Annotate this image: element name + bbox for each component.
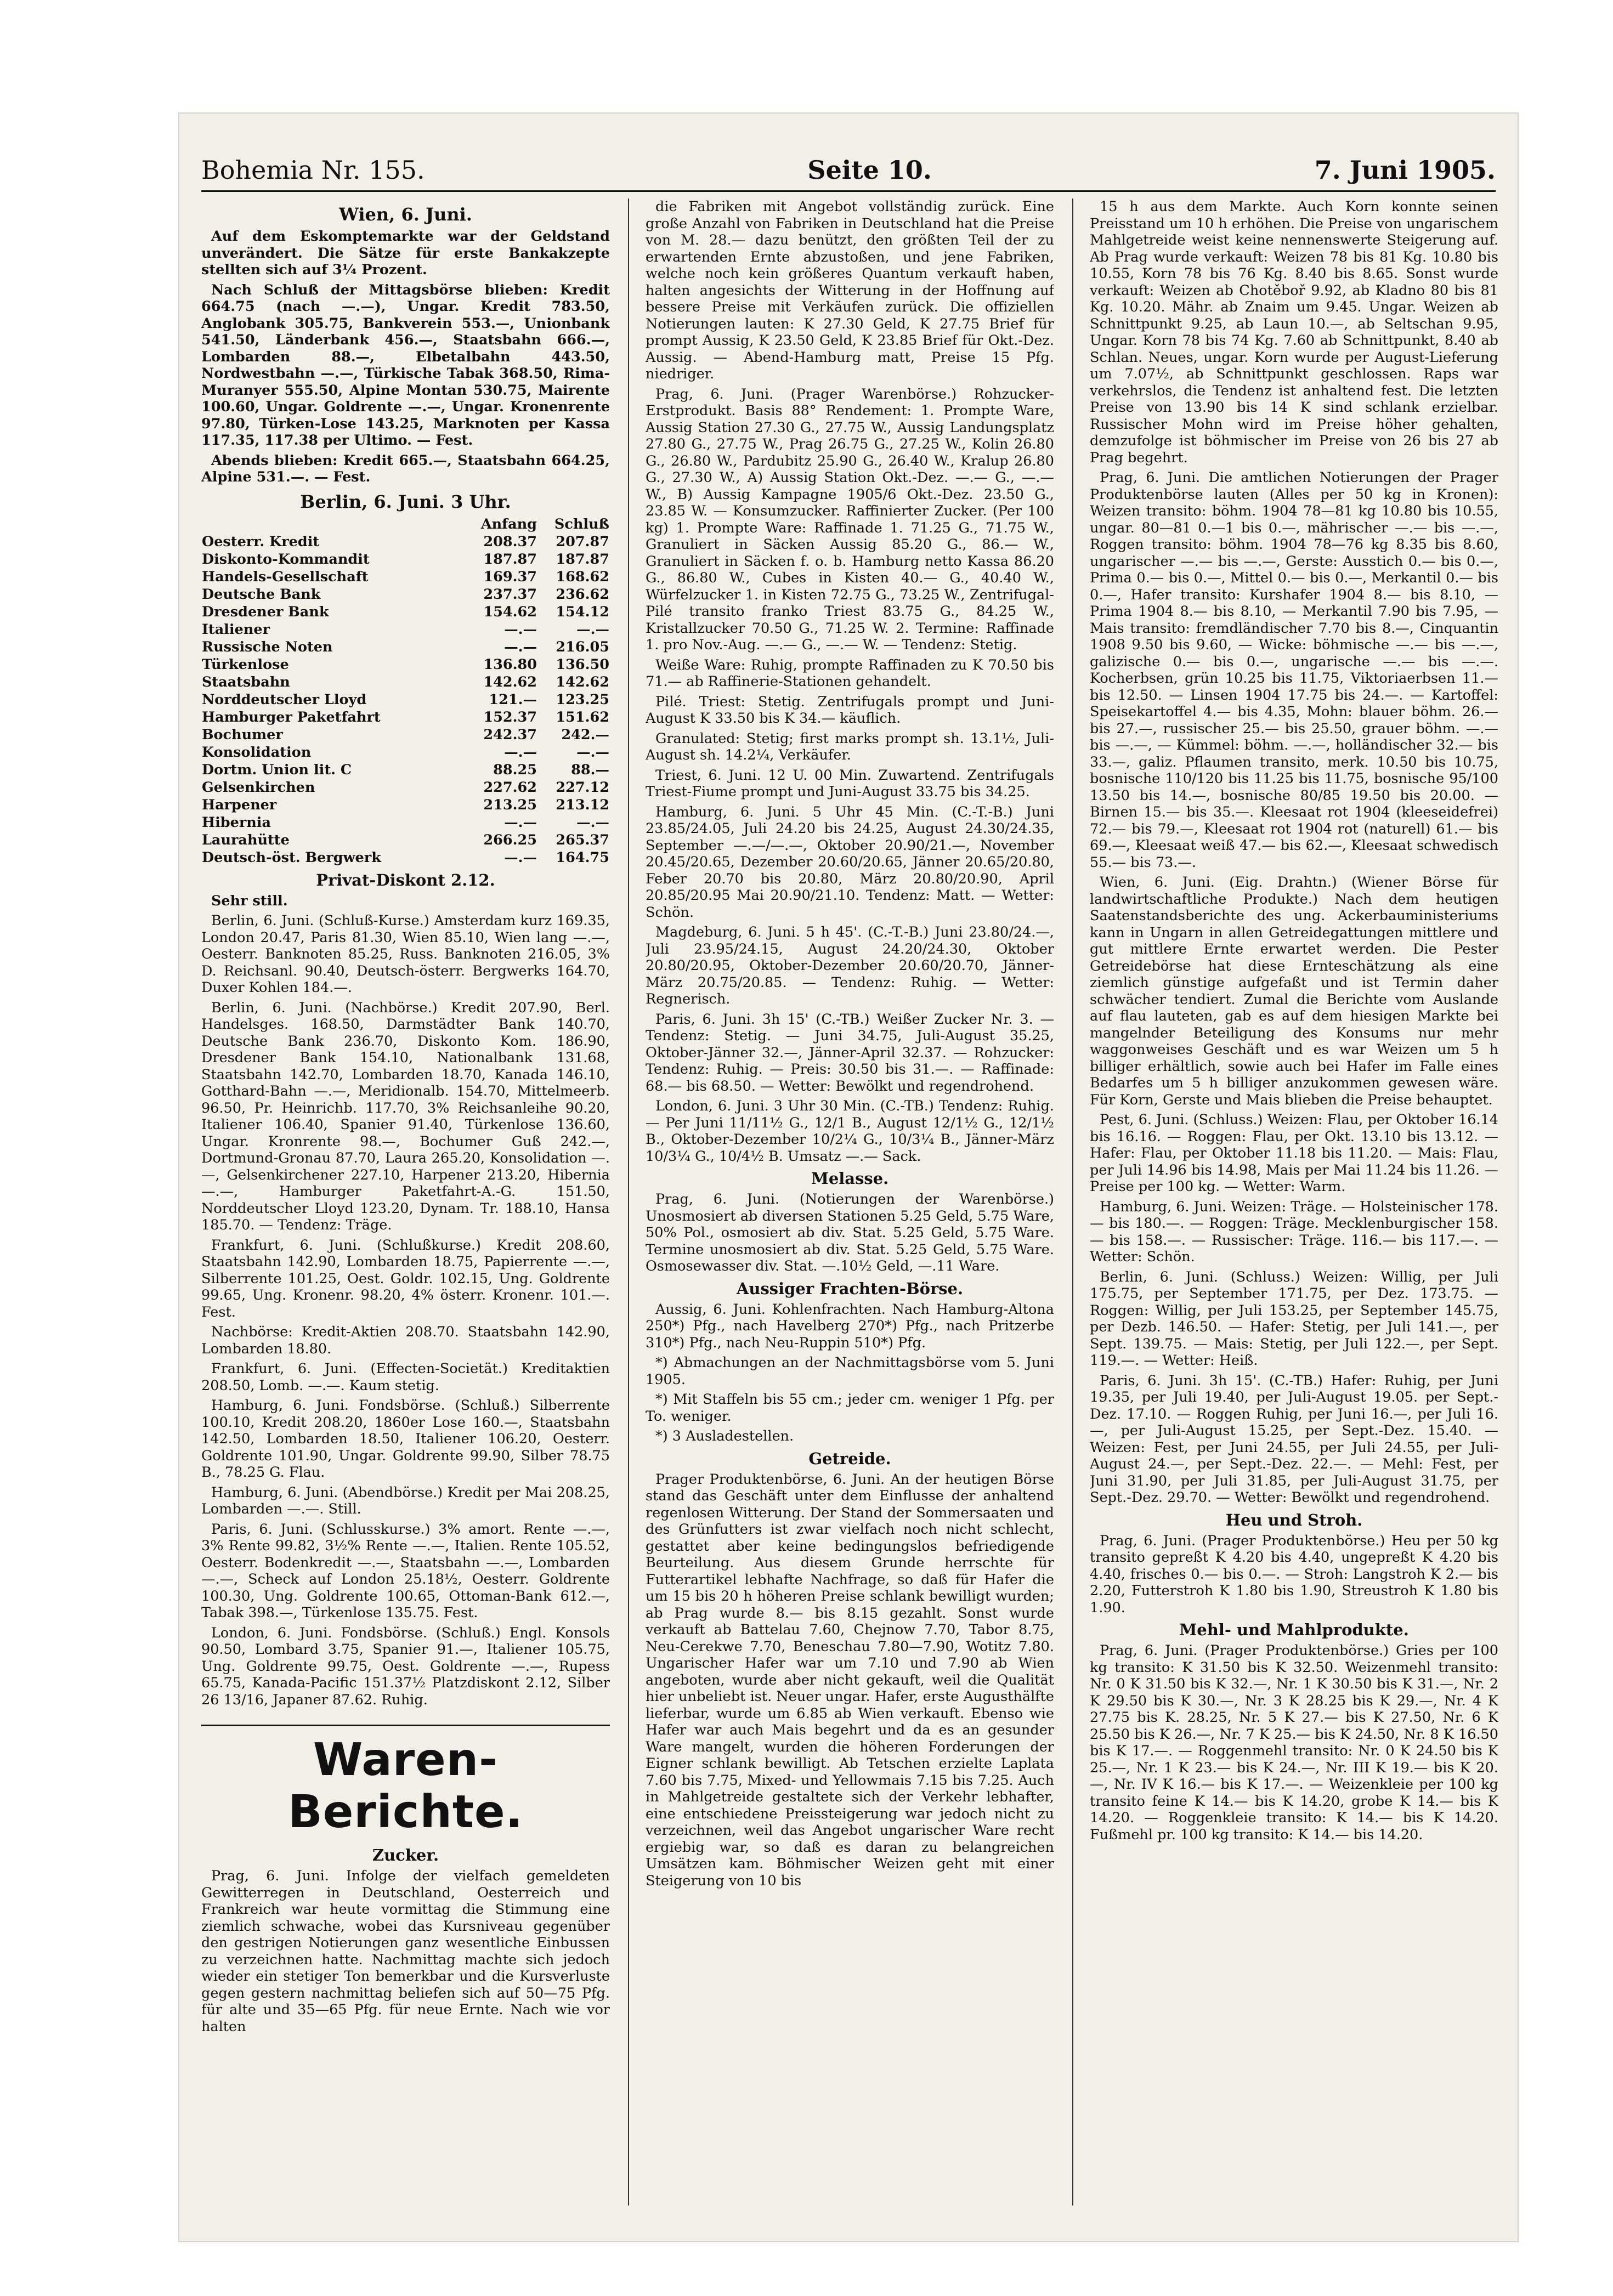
article-paragraph: Prager Produktenbörse, 6. Juni. An der heutigen Börse stand das Geschäft unter dem Einflusse der anhaltend regenlosen Witterung. Der Stand der Sommersaaten und des Grünfutters ist zwar vielfach noch nicht schlecht, gestattet aber keine bedingungslos befriedigende Beurteilung. Aus diesem Grunde herrschte für Futterartikel lebhafte Nachfrage, so daß für Hafer die um 15 bis 20 h höheren Preise schlank bewilligt wurden; ab Prag wurde 8.— bis 8.15 gezahlt. Sonst wurde verkauft ab Battelau 7.60, Chejnow 7.70, Tabor 8.75, Neu-Cerekwe 7.70, Beneschau 7.80—7.90, Wotitz 7.80. Ungarischer Hafer war um 7.10 und 7.90 ab Wien angeboten, wurde aber nicht gekauft, weil die Qualität hier unbeliebt ist. Neuer ungar. Hafer, erste Augusthälfte lieferbar, wurde um 6.85 ab Wien verkauft. Ebenso wie Hafer war auch Mais begehrt und da es an gesunder Ware mangelt, wurden die höheren Forderungen der Eigner schlank bewilligt. Ab Tetschen erzielte Laplata 7.60 bis 7.75, Mixed- und Yellowmais 7.15 bis 7.25. Auch in Mahlgetreide gestaltete sich der Verkehr lebhafter, eine entschiedene Preissteigerung war jedoch nicht zu verzeichnen, weil das Angebot ungarischer Ware recht ergiebig war, so daß es daran zu belangreichen Umsätzen kam. Böhmischer Weizen geht mit einer Steigerung von 10 bis bbox=[646, 1471, 1054, 1889]
stock-anfang: 154.62 bbox=[483, 603, 537, 620]
stock-schluss: —.— bbox=[576, 744, 609, 761]
stock-anfang: —.— bbox=[504, 638, 537, 655]
stock-name: Diskonto-Kommandit bbox=[202, 551, 370, 568]
stock-name: Norddeutscher Lloyd bbox=[202, 691, 367, 708]
stock-row bbox=[201, 849, 610, 866]
stock-schluss: 136.50 bbox=[556, 656, 609, 673]
stock-schluss: 88.— bbox=[571, 761, 609, 778]
column-rule bbox=[628, 199, 629, 2206]
footnote: *) Mit Staffeln bis 55 cm.; jeder cm. weniger 1 Pfg. per To. weniger. bbox=[646, 1391, 1054, 1425]
column-3 bbox=[1090, 199, 1498, 2206]
stock-row bbox=[201, 673, 610, 691]
stock-name: Hibernia bbox=[202, 814, 271, 831]
stock-row bbox=[201, 831, 610, 849]
issue-date: 7. Juni 1905. bbox=[1314, 155, 1496, 185]
column-header-schluss: Schluß bbox=[554, 515, 609, 532]
stock-anfang: —.— bbox=[504, 849, 537, 866]
stock-name: Hamburger Paketfahrt bbox=[202, 708, 381, 725]
article-paragraph: Auf dem Eskomptemarkte war der Geldstand unverändert. Die Sätze für erste Bankakzepte stellten sich auf 3¼ Prozent. bbox=[201, 228, 610, 278]
article-paragraph: Hamburg, 6. Juni. Weizen: Träge. — Holsteinischer 178.— bis 180.—. — Roggen: Träge. Mecklenburgischer 158.— bis 158.—. — Russischer: Träge. 116.— bis 117.—. — Wetter: Schön. bbox=[1090, 1198, 1498, 1265]
page-header bbox=[201, 146, 1496, 192]
stock-anfang: 266.25 bbox=[483, 831, 537, 848]
article-paragraph: Prag, 6. Juni. Infolge der vielfach gemeldeten Gewitterregen in Deutschland, Oesterreich und Frankreich war heute vormittag die Stimmung eine ziemlich schwache, wobei das Kursniveau gegenüber den gestrigen Notierungen ganz wesentliche Einbussen zu verzeichnen hatte. Nachmittag machte sich jedoch wieder ein stetiger Ton bemerkbar und die Kursverluste gegen gestern nachmittag beliefen sich auf 50—75 Pfg. für alte und 35—65 Pfg. für neue Ernte. Nach wie vor halten bbox=[201, 1868, 610, 2035]
stock-schluss: 265.37 bbox=[556, 831, 609, 848]
stock-row bbox=[201, 533, 610, 551]
article-paragraph: 15 h aus dem Markte. Auch Korn konnte seinen Preisstand um 10 h erhöhen. Die Preise von ungarischem Mahlgetreide weist keine nennenswerte Steigerung auf. Ab Prag wurde verkauft: Weizen 78 bis 81 Kg. 10.80 bis 10.55, Korn 78 bis 76 Kg. 8.40 bis 8.65. Sonst wurde verkauft: Weizen ab Chotěboř 9.92, ab Kladno 80 bis 81 Kg. 10.20. Mähr. ab Znaim um 9.45. Ungar. Weizen ab Schnittpunkt 9.25, ab Laun 10.—, ab Seltschan 9.95, Ungar. Korn 78 bis 74 Kg. 7.60 ab Schnittpunkt, 8.40 ab Schlan. Neues, ungar. Korn wurde per August-Lieferung um 7.07½, ab Schnittpunkt geschlossen. Raps war verkehrslos, die Tendenz ist anhaltend fest. Die letzten Preise von 13.90 bis 14 K sind schlank erzielbar. Russischer Mohn wird im Preise höher gehalten, demzufolge ist böhmischer im Preise von 26 bis 27 ab Prag begehrt. bbox=[1090, 199, 1498, 466]
article-paragraph: Pilé. Triest: Stetig. Zentrifugals prompt und Juni-August K 33.50 bis K 34.— käuflich. bbox=[646, 693, 1054, 727]
market-mood: Sehr still. bbox=[211, 892, 288, 909]
article-paragraph: Berlin, 6. Juni. (Nachbörse.) Kredit 207.90, Berl. Handelsges. 168.50, Darmstädter Bank 140.70, Deutsche Bank 236.70, Diskonto Kom. 186.90, Dresdener Bank 154.10, Nationalbank 131.68, Staatsbahn 142.70, Lombarden 18.70, Kanada 146.10, Gotthard-Bahn —.—, Meridionalb. 154.70, Mittelmeerb. 96.50, Pr. Heinrichb. 117.70, 3% Reichsanleihe 90.20, Italiener 106.40, Spanier 91.40, Türkenlose 136.60, Ungar. Kronrente 98.—, Bochumer Guß 242.—, Dortmund-Gronau 87.70, Laura 265.20, Konsolidation —.—, Gelsenkirchener 227.10, Harpener 213.20, Hibernia —.—, Hamburger Paketfahrt-A.-G. 151.50, Norddeutscher Lloyd 123.20, Dynam. Tr. 188.10, Hansa 185.70. — Tendenz: Träge. bbox=[201, 999, 610, 1233]
stock-anfang: 237.37 bbox=[483, 586, 537, 603]
article-paragraph: Prag, 6. Juni. (Notierungen der Warenbörse.) Unosmosiert ab diversen Stationen 5.25 Geld, 5.75 Ware, 50% Pol., osmosiert ab div. Stat. 5.25 Geld, 5.75 Ware. Termine unosmosiert ab div. Stat. 5.25 Geld, 5.75 Ware. Osmosewasser div. Stat. —.10½ Geld, —.11 Ware. bbox=[646, 1191, 1054, 1274]
stock-schluss: 168.62 bbox=[556, 568, 609, 585]
article-paragraph: Prag, 6. Juni. (Prager Warenbörse.) Rohzucker-Erstprodukt. Basis 88° Rendement: 1. Prompte Ware, Aussig Station 27.30 G., 27.75 W., Aussig Landungsplatz 27.80 G., 27.75 W., Prag 26.75 G., 27.25 W., Kolin 26.80 G., 26.80 W., Pardubitz 25.90 G., 26.40 W., Kralup 26.80 G., 27.30 W., A) Aussig Station Okt.-Dez. —.— G., —.— W., B) Aussig Kampagne 1905/6 Okt.-Dez. 23.50 G., 23.85 W. — Konsumzucker. Raffinierter Zucker. (Per 100 kg) 1. Prompte Ware: Raffinade 1. 71.25 G., 71.75 W., Granuliert in Säcken Aussig 85.20 G., 86.— W., Granuliert in Säcken f. o. b. Hamburg netto Kassa 86.20 G., 86.80 W., Cubes in Kisten 40.— G., 40.40 W., Würfelzucker 1. in Kisten 72.75 G., 73.25 W., Zentrifugal-Pilé transito franko Triest 83.75 G., 84.25 W., Kristallzucker 70.50 G., 71.25 W. 2. Termine: Raffinade 1. pro Nov.-Aug. —.— G., —.— W. — Tendenz: Stetig. bbox=[646, 385, 1054, 653]
stock-anfang: 208.37 bbox=[483, 533, 537, 550]
stock-schluss: 151.62 bbox=[556, 708, 609, 725]
stock-schluss: —.— bbox=[576, 621, 609, 638]
article-paragraph: Prag, 6. Juni. (Prager Produktenbörse.) Heu per 50 kg transito gepreßt K 4.20 bis 4.40, ungepreßt K 4.20 bis 4.40, frisches 0.— bis 0.—. — Stroh: Langstroh K 2.— bis 2.20, Futterstroh K 1.80 bis 1.90, Streustroh K 1.80 bis 1.90. bbox=[1090, 1532, 1498, 1616]
section-heading-heu: Heu und Stroh. bbox=[1225, 1510, 1363, 1529]
stock-anfang: 152.37 bbox=[483, 708, 537, 725]
column-1 bbox=[201, 199, 610, 2206]
stock-anfang: 121.— bbox=[489, 691, 537, 708]
article-paragraph: Granulated: Stetig; first marks prompt sh. 13.1½, Juli-August sh. 14.2¼, Verkäufer. bbox=[646, 730, 1054, 763]
stock-name: Laurahütte bbox=[202, 831, 290, 848]
article-paragraph: Wien, 6. Juni. (Eig. Drahtn.) (Wiener Börse für landwirtschaftliche Produkte.) Nach dem heutigen Saatenstandsberichte des ung. Ackerbauministeriums kann in Ungarn in allen Getreidegattungen mittlere und gut mittlere Ernte erwartet werden. Die Pester Getreidebörse hat diese Ernteschätzung als eine ziemlich günstige aufgefaßt und ist Termin daher schwächer tendiert. Zumal die Berichte vom Auslande auf flau lauteten, gab es auf dem hiesigen Markte bei mangelnder Beteiligung des Konsums nur mehr waggonweises Geschäft und es war Weizen um 5 h billiger erhältlich, sowie auch bei Hafer im Falle eines Bedarfes um 5 h billiger anzukommen gewesen wäre. Für Korn, Gerste und Mais blieben die Preise behauptet. bbox=[1090, 874, 1498, 1108]
article-paragraph: London, 6. Juni. Fondsbörse. (Schluß.) Engl. Konsols 90.50, Lombard 3.75, Spanier 91.—, Italiener 105.75, Ung. Goldrente 99.75, Oest. Goldrente —.—, Rupess 65.75, Kanada-Pacific 151.37½ Platzdiskont 2.12, Silber 26 13/16, Japaner 87.62. Ruhig. bbox=[201, 1624, 610, 1708]
stock-row bbox=[201, 603, 610, 621]
article-paragraph: Magdeburg, 6. Juni. 5 h 45'. (C.-T.-B.) Juni 23.80/24.—, Juli 23.95/24.15, August 24.20/24.30, Oktober 20.80/20.95, Oktober-Dezember 20.60/20.70, Jänner-März 20.75/20.85. — Tendenz: Ruhig. — Wetter: Regnerisch. bbox=[646, 924, 1054, 1007]
article-paragraph: Triest, 6. Juni. 12 U. 00 Min. Zuwartend. Zentrifugals Triest-Fiume prompt und Juni-August 33.75 bis 34.25. bbox=[646, 767, 1054, 800]
footnote: *) Abmachungen an der Nachmittagsbörse vom 5. Juni 1905. bbox=[646, 1354, 1054, 1388]
stock-row bbox=[201, 621, 610, 638]
newspaper-page bbox=[178, 112, 1519, 2242]
stock-schluss: 123.25 bbox=[556, 691, 609, 708]
stock-schluss: —.— bbox=[576, 814, 609, 831]
article-paragraph: die Fabriken mit Angebot vollständig zurück. Eine große Anzahl von Fabriken in Deutschland hat die Preise von M. 28.— dazu benützt, den größten Teil der zu erwartenden Ernte abzustoßen, und jene Fabriken, welche noch kein größeres Quantum verkauft haben, halten angesichts der Witterung in der Hoffnung auf bessere Preise mit Verkäufen zurück. Die offiziellen Notierungen lauten: K 27.30 Geld, K 27.75 Brief für prompt Aussig, K 23.50 Geld, K 23.85 Brief für Okt.-Dez. Aussig. — Abend-Hamburg matt, Preise 15 Pfg. niedriger. bbox=[646, 199, 1054, 382]
article-paragraph: Aussig, 6. Juni. Kohlenfrachten. Nach Hamburg-Altona 250*) Pfg., nach Havelberg 270*) Pfg., nach Pritzerbe 310*) Pfg., nach Neu-Ruppin 510*) Pfg. bbox=[646, 1301, 1054, 1351]
stock-schluss: 227.12 bbox=[556, 779, 609, 796]
article-paragraph: Hamburg, 6. Juni. 5 Uhr 45 Min. (C.-T.-B.) Juni 23.85/24.05, Juli 24.20 bis 24.25, August 24.30/24.35, September —.—/—.—, Oktober 20.90/21.—, November 20.45/20.65, Dezember 20.60/20.65, Jänner 20.65/20.80, Feber 20.70 bis 20.80, März 20.80/20.90, April 20.85/20.95 Mai 20.90/21.10. Tendenz: Matt. — Wetter: Schön. bbox=[646, 803, 1054, 921]
stock-row bbox=[201, 744, 610, 761]
stock-anfang: 88.25 bbox=[493, 761, 537, 778]
publication-issue: Bohemia Nr. 155. bbox=[201, 155, 425, 185]
stock-anfang: 213.25 bbox=[483, 796, 537, 813]
stock-schluss: 142.62 bbox=[556, 673, 609, 690]
stock-name: Italiener bbox=[202, 621, 270, 638]
stock-row bbox=[201, 779, 610, 796]
stock-row bbox=[201, 726, 610, 744]
stock-name: Gelsenkirchen bbox=[202, 779, 315, 796]
stock-anfang: 242.37 bbox=[483, 726, 537, 743]
stock-name: Bochumer bbox=[202, 726, 283, 743]
privat-diskont: Privat-Diskont 2.12. bbox=[316, 870, 495, 889]
stock-schluss: 154.12 bbox=[556, 603, 609, 620]
article-paragraph: Paris, 6. Juni. 3h 15'. (C.-TB.) Hafer: Ruhig, per Juni 19.35, per Juli 19.40, per Juli-August 19.05. per Sept.-Dez. 17.10. — Roggen Ruhig, per Juni 16.—, per Juli 16.—, per Juli-August 15.25, per Sept.-Dez. 15.40. — Weizen: Fest, per Juni 24.55, per Juli 24.55, per Juli-August 24.—, per Sept.-Dez. 22.—. — Mehl: Fest, per Juni 31.90, per Juli 31.85, per Juli-August 31.75, per Sept.-Dez. 29.70. — Wetter: Bewölkt und regendrohend. bbox=[1090, 1372, 1498, 1506]
article-paragraph: Nach Schluß der Mittagsbörse blieben: Kredit 664.75 (nach —.—), Ungar. Kredit 783.50, Anglobank 305.75, Bankverein 553.—, Unionbank 541.50, Länderbank 456.—, Staatsbahn 666.—, Lombarden 88.—, Elbetalbahn 443.50, Nordwestbahn —.—, Türkische Tabak 368.50, Rima-Muranyer 555.50, Alpine Montan 530.75, Mairente 100.60, Ungar. Goldrente —.—, Ungar. Kronenrente 97.80, Türken-Lose 143.25, Marknoten per Kassa 117.35, 117.38 per Ultimo. — Fest. bbox=[201, 281, 610, 449]
stock-row bbox=[201, 551, 610, 568]
stock-name: Deutsche Bank bbox=[202, 586, 321, 603]
page-number: Seite 10. bbox=[807, 155, 932, 185]
footnote: *) 3 Ausladestellen. bbox=[655, 1428, 794, 1444]
article-paragraph: Weiße Ware: Ruhig, prompte Raffinaden zu K 70.50 bis 71.— ab Raffinerie-Stationen gehandelt. bbox=[646, 656, 1054, 690]
article-paragraph: Nachbörse: Kredit-Aktien 208.70. Staatsbahn 142.90, Lombarden 18.80. bbox=[201, 1324, 610, 1357]
stock-schluss: 216.05 bbox=[556, 638, 609, 655]
article-paragraph: Abends blieben: Kredit 665.—, Staatsbahn 664.25, Alpine 531.—. — Fest. bbox=[201, 452, 610, 485]
stock-anfang: 142.62 bbox=[483, 673, 537, 690]
section-heading-getreide: Getreide. bbox=[808, 1449, 891, 1468]
stock-row bbox=[201, 761, 610, 779]
stock-schluss: 187.87 bbox=[556, 551, 609, 568]
section-heading-mehl: Mehl- und Mahlprodukte. bbox=[1179, 1620, 1409, 1639]
stock-row bbox=[201, 568, 610, 586]
stock-name: Russische Noten bbox=[202, 638, 333, 655]
section-heading-berlin: Berlin, 6. Juni. 3 Uhr. bbox=[300, 491, 511, 512]
article-paragraph: Hamburg, 6. Juni. (Abendbörse.) Kredit per Mai 208.25, Lombarden —.—. Still. bbox=[201, 1484, 610, 1517]
stock-name: Handels-Gesellschaft bbox=[202, 568, 369, 585]
article-paragraph: Pest, 6. Juni. (Schluss.) Weizen: Flau, per Oktober 16.14 bis 16.16. — Roggen: Flau, per Okt. 13.10 bis 13.12. — Hafer: Flau, per Oktober 11.18 bis 11.20. — Mais: Flau, per Juli 14.96 bis 14.98, Mais per Mai 11.24 bis 11.26. — Preise per 100 kg. — Wetter: Warm. bbox=[1090, 1112, 1498, 1195]
article-paragraph: Hamburg, 6. Juni. Fondsbörse. (Schluß.) Silberrente 100.10, Kredit 208.20, 1860er Lose 160.—, Staatsbahn 142.50, Lombarden 18.50, Italiener 106.20, Oesterr. Goldrente 101.90, Ungar. Goldrente 99.90, Silber 78.75 B., 78.25 G. Flau. bbox=[201, 1397, 610, 1481]
stock-schluss: 207.87 bbox=[556, 533, 609, 550]
stock-anfang: —.— bbox=[504, 744, 537, 761]
stock-table-header bbox=[201, 515, 610, 533]
column-2 bbox=[646, 199, 1054, 2206]
article-paragraph: Paris, 6. Juni. 3h 15' (C.-TB.) Weißer Zucker Nr. 3. — Tendenz: Stetig. — Juni 34.75, Juli-August 35.25, Oktober-Jänner 32.—, Jänner-April 32.37. — Rohzucker: Tendenz: Ruhig. — Preis: 30.50 bis 31.—. — Raffinade: 68.— bis 68.50. — Wetter: Bewölkt und regendrohend. bbox=[646, 1011, 1054, 1095]
stock-anfang: 227.62 bbox=[483, 779, 537, 796]
section-heading-zucker: Zucker. bbox=[372, 1846, 439, 1864]
stock-row bbox=[201, 814, 610, 831]
stock-anfang: 187.87 bbox=[483, 551, 537, 568]
article-paragraph: Frankfurt, 6. Juni. (Effecten-Societät.) Kreditaktien 208.50, Lomb. —.—. Kaum stetig. bbox=[201, 1360, 610, 1394]
stock-row bbox=[201, 691, 610, 708]
stock-schluss: 242.— bbox=[561, 726, 609, 743]
article-paragraph: Berlin, 6. Juni. (Schluß-Kurse.) Amsterdam kurz 169.35, London 20.47, Paris 81.30, Wien 85.10, Wien lang —.—, Oesterr. Banknoten 85.25, Russ. Banknoten 216.05, 3% D. Reichsanl. 90.40, Deutsch-österr. Bergwerks 164.70, Duxer Kohlen 184.—. bbox=[201, 912, 610, 996]
stock-schluss: 236.62 bbox=[556, 586, 609, 603]
article-paragraph: Prag, 6. Juni. (Prager Produktenbörse.) Gries per 100 kg transito: K 31.50 bis K 32.50. Weizenmehl transito: Nr. 0 K 31.50 bis K 32.—, Nr. 1 K 30.50 bis K 31.—, Nr. 2 K 29.50 bis K 30.—, Nr. 3 K 28.25 bis K 29.—, Nr. 4 K 27.75 bis K. 28.25, Nr. 5 K 27.— bis K 27.50, Nr. 6 K 25.50 bis K 26.—, Nr. 7 K 25.— bis K 24.50, Nr. 8 K 16.50 bis K 17.—. — Roggenmehl transito: Nr. 0 K 24.50 bis K 25.—, Nr. 1 K 23.— bis K 24.—, Nr. III K 19.— bis K 20.—, Nr. IV K 16.— bis K 17.—. — Weizenkleie per 100 kg transito feine K 14.— bis K 14.20, grobe K 14.— bis K 14.20. — Roggenkleie transito: K 14.— bis K 14.20. Fußmehl pr. 100 kg transito: K 14.— bis 14.20. bbox=[1090, 1642, 1498, 1843]
stock-anfang: —.— bbox=[504, 621, 537, 638]
column-rule bbox=[1072, 199, 1073, 2206]
stock-anfang: 136.80 bbox=[483, 656, 537, 673]
stock-name: Konsolidation bbox=[202, 744, 312, 761]
stock-row bbox=[201, 638, 610, 656]
stock-row bbox=[201, 586, 610, 603]
stock-anfang: —.— bbox=[504, 814, 537, 831]
stock-row bbox=[201, 656, 610, 673]
stock-row bbox=[201, 708, 610, 726]
stock-table bbox=[201, 515, 610, 866]
stock-schluss: 164.75 bbox=[556, 849, 609, 866]
stock-schluss: 213.12 bbox=[556, 796, 609, 813]
stock-row bbox=[201, 796, 610, 814]
stock-name: Staatsbahn bbox=[202, 673, 290, 690]
stock-name: Deutsch-öst. Bergwerk bbox=[202, 849, 381, 866]
section-heading-melasse: Melasse. bbox=[811, 1169, 889, 1188]
stock-name: Türkenlose bbox=[202, 656, 289, 673]
article-paragraph: Paris, 6. Juni. (Schlusskurse.) 3% amort. Rente —.—, 3% Rente 99.82, 3½% Rente —.—, Italien. Rente 105.52, Oesterr. Bodenkredit —.—, Staatsbahn —.—, Lombarden —.—, Scheck auf London 25.18½, Oesterr. Goldrente 100.30, Ung. Goldrente 100.65, Ottoman-Bank 612.—, Tabak 398.—, Türkenlose 135.75. Fest. bbox=[201, 1521, 610, 1621]
column-header-anfang: Anfang bbox=[480, 515, 537, 532]
stock-name: Harpener bbox=[202, 796, 277, 813]
article-paragraph: Prag, 6. Juni. Die amtlichen Notierungen der Prager Produktenbörse lauten (Alles per 50 kg in Kronen): Weizen transito: böhm. 1904 78—81 kg 10.80 bis 10.55, ungar. 80—81 0.—1 bis 0.—, mährischer —.— bis —.—, Roggen transito: böhm. 1904 78—76 kg 8.35 bis 8.60, ungarischer —.— bis —.—, Gerste: Ausstich 0.— bis 0.—, Prima 0.— bis 0.—, Mittel 0.— bis 0.—, Merkantil 0.— bis 0.—, Hafer transito: Kurshafer 1904 8.— bis 8.10, — Prima 1904 8.— bis 8.10, — Merkantil 7.90 bis 7.95, — Mais transito: fremdländischer 7.70 bis 8.—, Cinquantin 1908 9.50 bis 9.60, — Wicke: böhmische —.— bis —.—, galizische 0.— bis 0.—, ungarische —.— bis —.—. Kocherbsen, grün 10.25 bis 11.75, Viktoriaerbsen 11.— bis 12.50. — Linsen 1904 17.75 bis 24.—. — Kartoffel: Speisekartoffel 4.— bis 4.35, Mohn: blauer böhm. 26.— bis 27.—, russischer 25.— bis 25.50, grauer böhm. —.— bis —.—, — Kümmel: böhm. —.—, holländischer 32.— bis 33.—, galiz. Pflaumen transito, merk. 10.50 bis 10.75, bosnische 110/120 bis 11.25 bis 11.75, bosnische 95/100 13.50 bis 14.—, bosnische 80/85 19.50 bis 20.00. — Birnen 15.— bis 35.—. Kleesaat rot 1904 (kleeseidefrei) 72.— bis 79.—, Kleesaat rot 1904 rot (naturell) 61.— bis 69.—, Kleesaat weiß 47.— bis 62.—, Kleesaat schwedisch 55.— bis 73.—. bbox=[1090, 469, 1498, 871]
stock-name: Dortm. Union lit. C bbox=[202, 761, 352, 778]
section-heading-frachten: Aussiger Frachten-Börse. bbox=[736, 1279, 964, 1298]
article-paragraph: London, 6. Juni. 3 Uhr 30 Min. (C.-TB.) Tendenz: Ruhig. — Per Juni 11/11½ G., 12/1 B., August 12/1½ G., 12/1½ B., Oktober-Dezember 10/2¼ G., 10/3¼ B., Jänner-März 10/3¼ G., 10/4½ B. Umsatz —.— Sack. bbox=[646, 1098, 1054, 1165]
article-paragraph: Frankfurt, 6. Juni. (Schlußkurse.) Kredit 208.60, Staatsbahn 142.90, Lombarden 18.75, Papierrente —.—, Silberrente 101.25, Oest. Goldr. 102.15, Ung. Goldrente 99.65, Ung. Kronenr. 98.20, 4% österr. Kronenr. 101.—. Fest. bbox=[201, 1237, 610, 1320]
stock-anfang: 169.37 bbox=[483, 568, 537, 585]
article-paragraph: Berlin, 6. Juni. (Schluss.) Weizen: Willig, per Juli 175.75, per September 171.75, per Dez. 173.75. — Roggen: Willig, per Juli 153.25, per September 145.75, per Dezb. 146.50. — Hafer: Stetig, per Juli 141.—, per Sept. 139.75. — Mais: Stetig, per Juli 122.—, per Sept. 119.—. — Wetter: Heiß. bbox=[1090, 1268, 1498, 1369]
section-heading-wien: Wien, 6. Juni. bbox=[339, 204, 472, 225]
section-title-waren-berichte: Waren-Berichte. bbox=[201, 1725, 610, 1838]
stock-name: Oesterr. Kredit bbox=[202, 533, 320, 550]
stock-name: Dresdener Bank bbox=[202, 603, 329, 620]
